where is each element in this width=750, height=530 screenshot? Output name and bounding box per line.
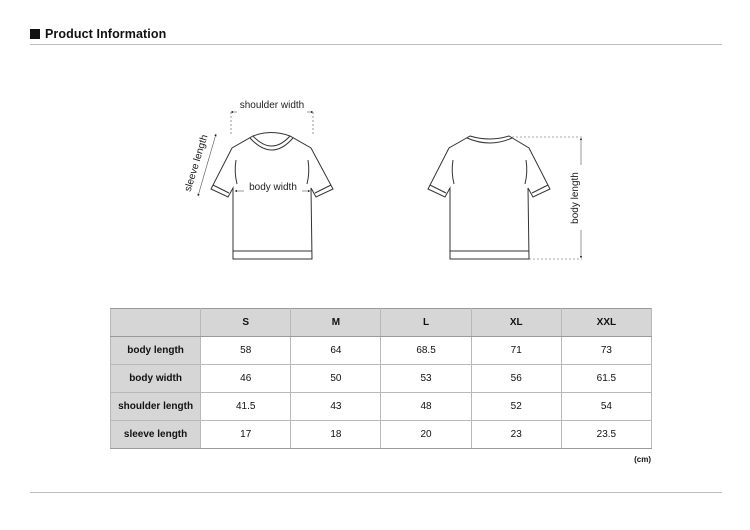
bottom-divider (30, 492, 722, 493)
column-header: XXL (561, 309, 651, 337)
section-title: Product Information (45, 27, 167, 41)
sleeve-length-label: sleeve length (182, 133, 211, 194)
body-length-label: body length (570, 172, 581, 224)
table-cell: 73 (561, 337, 651, 365)
size-chart-table (110, 308, 652, 449)
table-cell: 64 (291, 337, 381, 365)
tshirt-front-icon (211, 133, 333, 260)
table-cell: 61.5 (561, 365, 651, 393)
column-header: XL (471, 309, 561, 337)
column-header: M (291, 309, 381, 337)
row-header: shoulder length (111, 393, 201, 421)
table-corner-cell (111, 309, 201, 337)
table-cell: 50 (291, 365, 381, 393)
row-header: sleeve length (111, 421, 201, 449)
column-header: L (381, 309, 471, 337)
table-cell: 54 (561, 393, 651, 421)
tshirt-back-icon (428, 136, 550, 259)
row-header: body width (111, 365, 201, 393)
table-cell: 53 (381, 365, 471, 393)
table-cell: 41.5 (201, 393, 291, 421)
table-cell: 56 (471, 365, 561, 393)
table-cell: 46 (201, 365, 291, 393)
table-cell: 23 (471, 421, 561, 449)
table-row (111, 393, 652, 421)
table-cell: 18 (291, 421, 381, 449)
table-cell: 17 (201, 421, 291, 449)
shoulder-width-label: shoulder width (239, 100, 305, 111)
table-cell: 58 (201, 337, 291, 365)
table-cell: 20 (381, 421, 471, 449)
unit-label: (cm) (634, 455, 651, 464)
table-cell: 71 (471, 337, 561, 365)
table-cell: 68.5 (381, 337, 471, 365)
table-row (111, 421, 652, 449)
body-width-label: body width (249, 182, 297, 193)
column-header: S (201, 309, 291, 337)
table-header-row (111, 309, 652, 337)
table-row (111, 337, 652, 365)
row-header: body length (111, 337, 201, 365)
table-cell: 52 (471, 393, 561, 421)
table-cell: 23.5 (561, 421, 651, 449)
table-cell: 43 (291, 393, 381, 421)
table-row (111, 365, 652, 393)
table-cell: 48 (381, 393, 471, 421)
